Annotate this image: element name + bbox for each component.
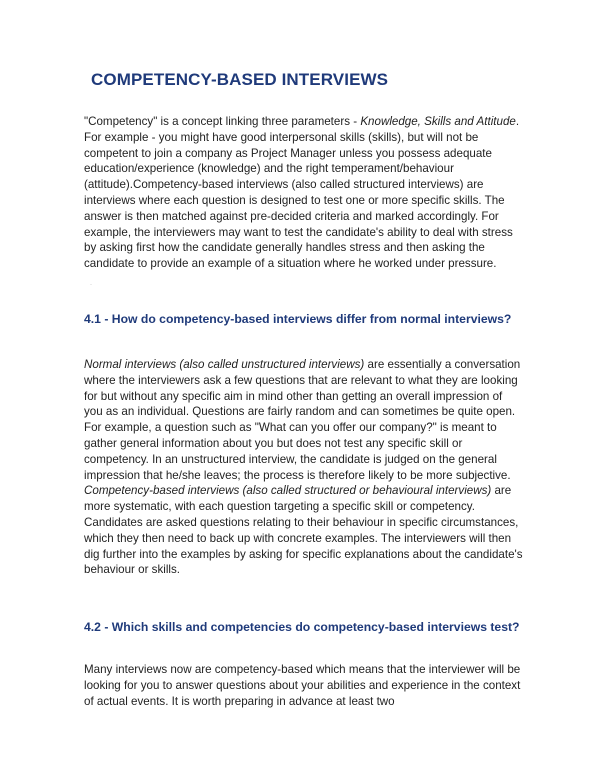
section-4-2-heading: 4.2 - Which skills and competencies do competency-based interviews test? [84,620,520,634]
section-4-1-heading: 4.1 - How do competency-based interviews differ from normal interviews? [84,312,512,326]
intro-italic: Knowledge, Skills and Attitude [360,115,516,128]
section-4-1-paragraph-1 [84,357,524,578]
intro-paragraph [84,114,524,272]
stray-mark: · [90,282,92,288]
intro-text-1: "Competency" is a concept linking three parameters - [84,115,361,128]
competency-interviews-text: are more systematic, with each question targeting a specific skill or competency. Candidates are asked questions relating to their behaviour in specific circumstances, which they then need to back up with concrete examples. The interviewers will then dig further into the examples by asking for specific explanations about the candidate's behaviour or skills. [84,484,523,577]
competency-interviews-italic: Competency-based interviews (also called structured or behavioural interviews) [84,484,492,498]
page-title: COMPETENCY-BASED INTERVIEWS [91,70,389,89]
normal-interviews-italic: Normal interviews (also called unstructured interviews) [84,358,365,371]
section-4-2-paragraph-1: Many interviews now are competency-based which means that the interviewer will be looking for you to answer questions about your abilities and experience in the context of actual events. It is worth preparing in advance at least two [84,663,521,708]
intro-text-2: . For example - you might have good interpersonal skills (skills), but will not be competent to join a company as Project Manager unless you possess adequate education/experience (knowledge) and the right temperament/behaviour (attitude).Competency-based interviews (also called structured interviews) are interviews where each question is designed to test one or more specific skills. The answer is then matched against pre-decided criteria and marked accordingly. For example, the interviewers may want to test the candidate's ability to deal with stress by asking first how the candidate generally handles stress and then asking the candidate to provide an example of a situation where he worked under pressure. [84,115,520,271]
normal-interviews-text: are essentially a conversation where the interviewers ask a few questions that are relevant to what they are looking for but without any specific aim in mind other than getting an overall impression of you as an individual. Questions are fairly random and can sometimes be quite open. For example, a question such as "What can you offer our company?" is meant to gather general information about you but does not test any specific skill or competency. In an unstructured interview, the candidate is judged on the general impression that he/she leaves; the process is therefore likely to be more subjective. [84,358,521,482]
